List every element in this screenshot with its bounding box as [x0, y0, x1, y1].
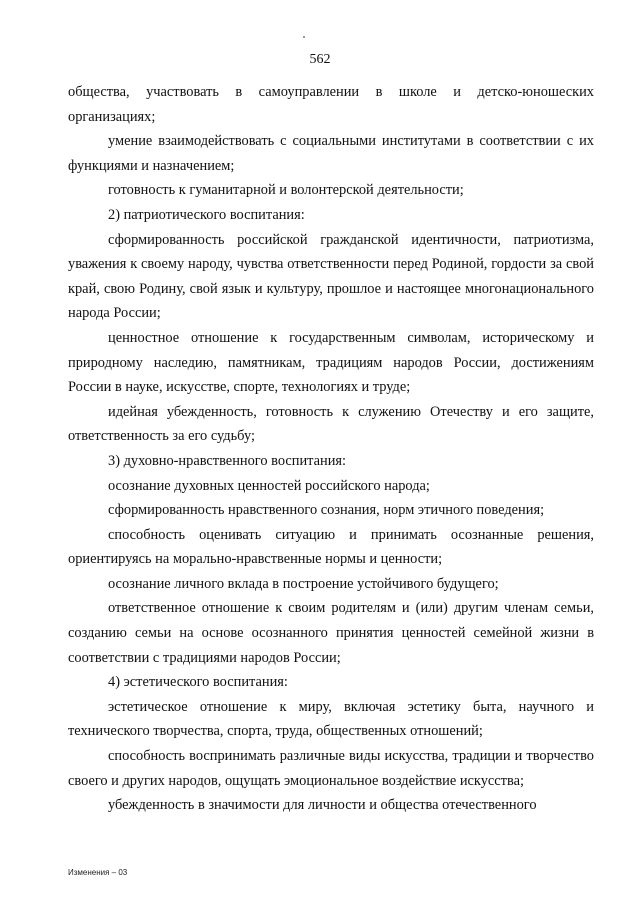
paragraph: сформированность российской гражданской идентичности, патриотизма, уважения к своему народу, чувства ответственности перед Родиной, гордости за свой край, свою Родину, свой язык и культуру, прошлое и настоящее многонационального народа России;	[68, 231, 594, 322]
paragraph: умение взаимодействовать с социальными институтами в соответствии с их функциями и назначением;	[68, 133, 594, 174]
paragraph: готовность к гуманитарной и волонтерской деятельности;	[108, 182, 464, 199]
paragraph: идейная убежденность, готовность к служению Отечеству и его защите, ответственность за его судьбу;	[68, 403, 594, 445]
section-heading: 2) патриотического воспитания:	[108, 206, 305, 223]
paragraph: сформированность нравственного сознания, норм этичного поведения;	[108, 502, 545, 519]
section-heading: 3) духовно-нравственного воспитания:	[108, 452, 347, 469]
paragraph: осознание духовных ценностей российского народа;	[108, 477, 430, 494]
document-body	[68, 80, 594, 818]
paragraph-incomplete: убежденность в значимости для личности и общества отечественного	[108, 797, 537, 814]
paragraph: способность воспринимать различные виды искусства, традиции и творчество своего и других народов, ощущать эмоциональное воздействие искусства;	[68, 748, 594, 789]
paragraph: ответственное отношение к своим родителям и (или) другим членам семьи, созданию семьи на основе осознанного принятия ценностей семейной жизни в соответствии с традициями народов России;	[68, 600, 594, 666]
paragraph: осознание личного вклада в построение устойчивого будущего;	[108, 575, 499, 592]
paragraph: эстетическое отношение к миру, включая эстетику быта, научного и технического творчества, спорта, труда, общественных отношений;	[68, 698, 594, 740]
footer-revision-note: Изменения – 03	[68, 868, 128, 877]
scan-speck	[303, 36, 305, 38]
section-heading: 4) эстетического воспитания:	[108, 674, 288, 691]
paragraph: ценностное отношение к государственным символам, историческому и природному наследию, памятникам, традициям народов России, достижениям России в науке, искусстве, спорте, технологиях и труде;	[68, 329, 594, 396]
paragraph-continuation: общества, участвовать в самоуправлении в школе и детско-юношеских организациях;	[68, 84, 594, 125]
page-number: 562	[309, 52, 331, 67]
paragraph: способность оценивать ситуацию и принимать осознанные решения, ориентируясь на морально-нравственные нормы и ценности;	[68, 526, 594, 568]
